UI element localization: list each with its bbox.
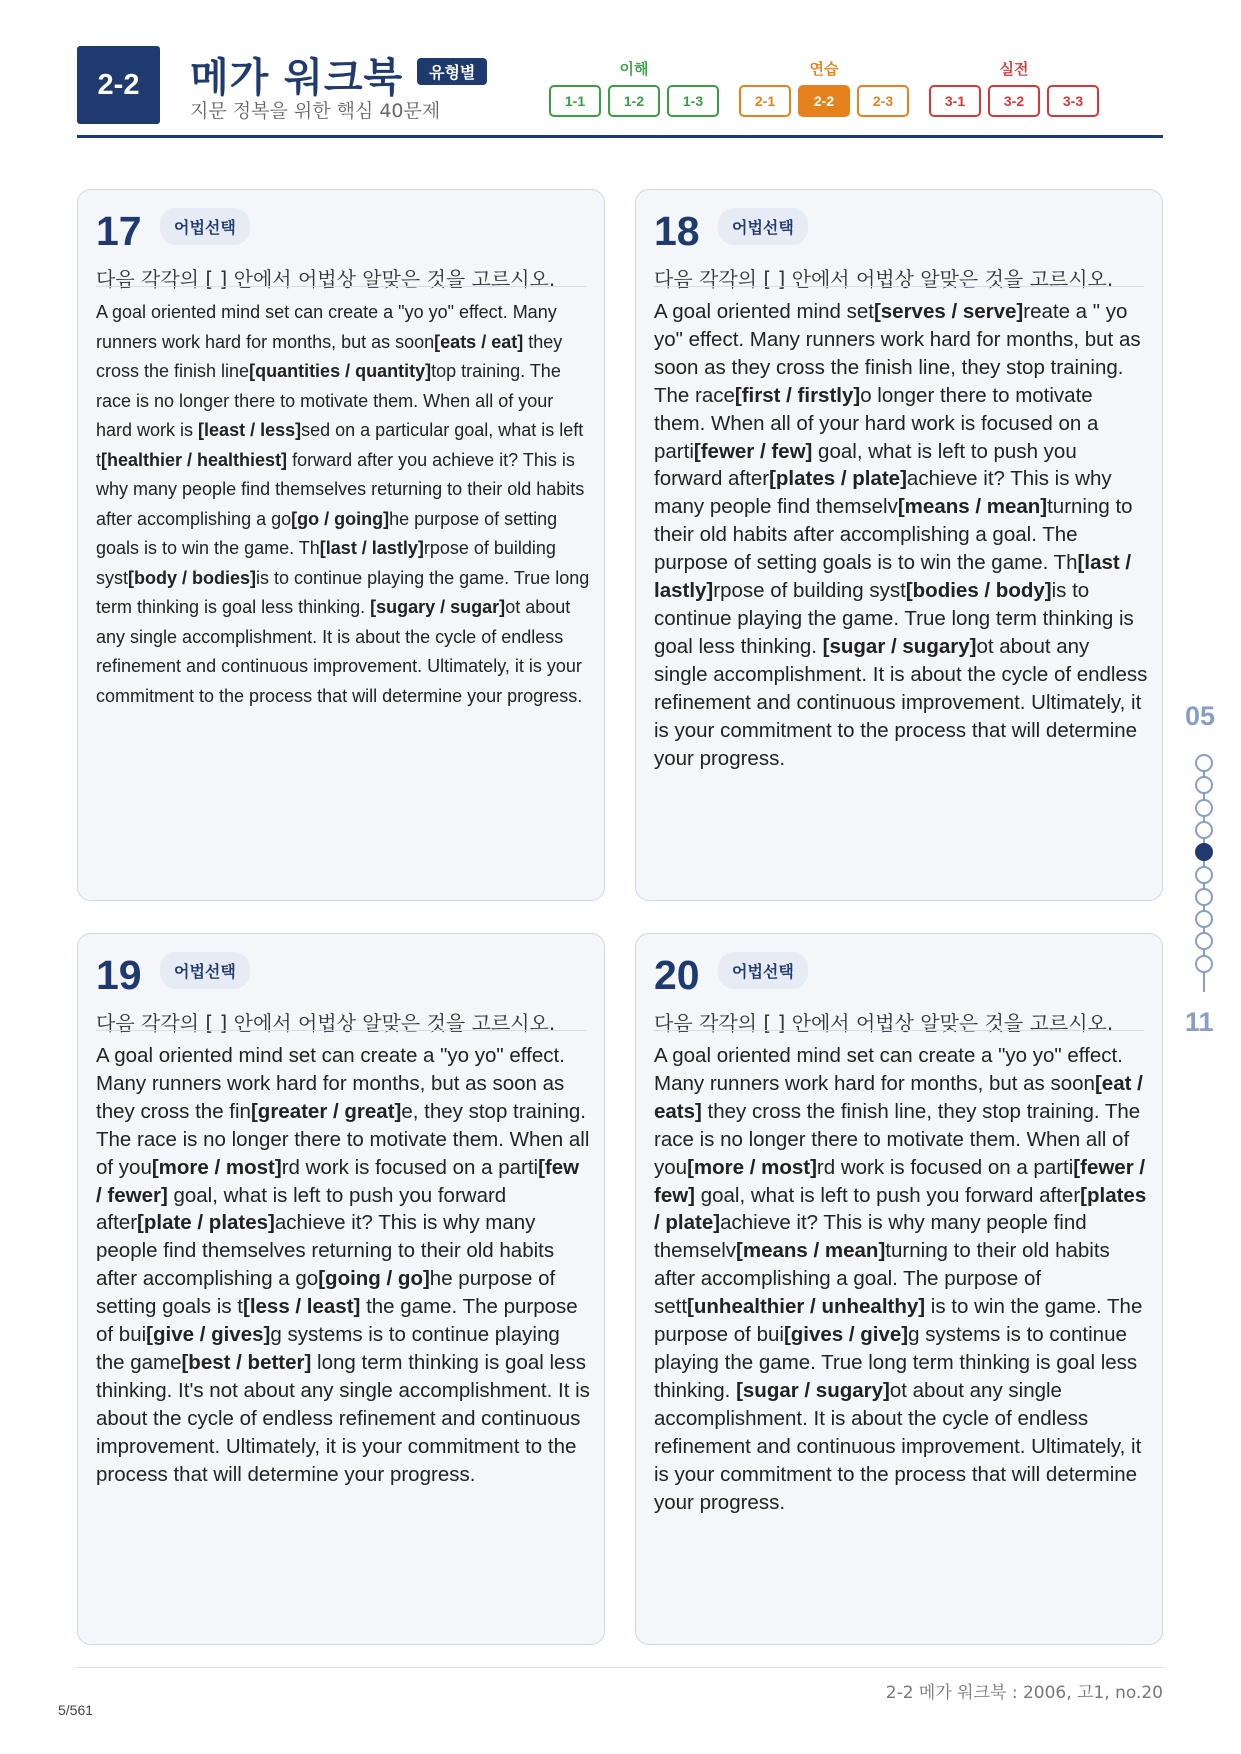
answer-choice[interactable]: [plate / plates]	[137, 1211, 275, 1235]
answer-choice[interactable]: [fewer / few]	[693, 439, 813, 463]
answer-choice[interactable]: [eats / eat]	[434, 331, 524, 352]
footer-source: 2-2 메가 워크북 : 2006, 고1, no.20	[885, 1683, 1163, 1703]
answer-choice[interactable]: [go / going]	[291, 508, 390, 529]
answer-choice[interactable]: [more / most]	[687, 1155, 817, 1179]
answer-choice[interactable]: [more / most]	[151, 1155, 282, 1179]
type-chip: 유형별	[417, 58, 487, 85]
question-passage: A goal oriented mind set can create a "yo yo" effect. Many runners work hard for months, but as soon as they cross the fin[greater / great]e, they stop training. The race is no longer there to motivate them. When all of you[more / most]rd work is focused on a parti[few / fewer] goal, what is left to push you forward after[plate / plates]achieve it? This is why many people find themselves returning to their old habits after accomplishing a go[going / go]he purpose of setting goals is t[less / least] the game. The purpose of bui[give / gives]g systems is to continue playing the game[best / better] long term thinking is goal less thinking. It's not about any single accomplishment. It is about the cycle of endless refinement and continuous improvement. Ultimately, it is your commitment to the process that will determine your progress.	[96, 1044, 590, 1486]
question-number: 20	[654, 952, 700, 998]
answer-choice[interactable]: [least / less]	[198, 420, 302, 440]
card-divider	[654, 286, 1144, 287]
level-button-3-3[interactable]: 3-3	[1047, 85, 1099, 117]
side-nav-dot[interactable]	[1195, 910, 1213, 928]
answer-choice[interactable]: [less / least]	[243, 1295, 361, 1319]
answer-choice[interactable]: [healthier / healthiest]	[101, 449, 288, 470]
side-nav-dot[interactable]	[1195, 866, 1213, 884]
answer-choice[interactable]: [first / firstly]	[734, 383, 861, 407]
answer-choice[interactable]: [serves / serve]	[873, 300, 1024, 323]
answer-choice[interactable]: [fewer / few]	[654, 1155, 1146, 1207]
footer-divider	[77, 1667, 1163, 1668]
question-card-18	[635, 189, 1163, 901]
level-button-1-3[interactable]: 1-3	[667, 85, 719, 117]
workbook-subtitle: 지문 정복을 위한 핵심 40문제	[190, 100, 441, 122]
level-button-2-2[interactable]: 2-2	[798, 85, 850, 117]
side-nav-dot[interactable]	[1195, 776, 1213, 794]
answer-choice[interactable]: [give / gives]	[146, 1323, 271, 1347]
question-card-19	[77, 933, 605, 1645]
page-header	[77, 46, 1163, 138]
unit-badge: 2-2	[77, 46, 160, 124]
question-number: 19	[96, 952, 142, 998]
question-instruction: 다음 각각의 [ ] 안에서 어법상 알맞은 것을 고르시오.	[96, 267, 556, 291]
level-button-1-1[interactable]: 1-1	[549, 85, 601, 117]
question-passage: A goal oriented mind set[serves / serve]reate a " yo yo" effect. Many runners work hard for months, but as soon as they cross the finish line, they stop training. The race[first / firstly]o longer there to motivate them. When all of your hard work is focused on a parti[fewer / few] goal, what is left to push you forward after[plates / plate]achieve it? This is why many people find themselv[means / mean]turning to their old habits after accomplishing a goal. The purpose of setting goals is to win the game. Th[last / lastly]rpose of building syst[bodies / body]is to continue playing the game. True long term thinking is goal less thinking. [sugar / sugary]ot about any single accomplishment. It is about the cycle of endless refinement and continuous improvement. Ultimately, it is your commitment to the process that will determine your progress.	[654, 300, 1148, 770]
card-divider	[96, 286, 586, 287]
answer-choice[interactable]: [means / mean]	[736, 1239, 886, 1263]
level-button-2-3[interactable]: 2-3	[857, 85, 909, 117]
question-type-tag: 어법선택	[718, 952, 808, 989]
question-card-20	[635, 933, 1163, 1645]
side-nav-dot[interactable]	[1195, 799, 1213, 817]
question-instruction: 다음 각각의 [ ] 안에서 어법상 알맞은 것을 고르시오.	[96, 1011, 556, 1035]
question-number: 17	[96, 208, 142, 254]
answer-choice[interactable]: [unhealthier / unhealthy]	[687, 1295, 926, 1319]
question-card-17	[77, 189, 605, 901]
side-nav-dot[interactable]	[1195, 955, 1213, 973]
side-nav-dot[interactable]	[1195, 754, 1213, 772]
question-number: 18	[654, 208, 700, 254]
question-type-tag: 어법선택	[718, 208, 808, 245]
question-instruction: 다음 각각의 [ ] 안에서 어법상 알맞은 것을 고르시오.	[654, 1011, 1114, 1035]
side-nav-start-label: 05	[1185, 701, 1216, 731]
level-button-2-1[interactable]: 2-1	[739, 85, 791, 117]
question-instruction: 다음 각각의 [ ] 안에서 어법상 알맞은 것을 고르시오.	[654, 267, 1114, 291]
side-nav-end-label: 11	[1185, 1007, 1214, 1037]
level-group-understand	[549, 58, 719, 117]
side-nav-dot[interactable]	[1195, 821, 1213, 839]
answer-choice[interactable]: [greater / great]	[250, 1099, 402, 1123]
workbook-title: 메가 워크북	[190, 55, 404, 101]
side-nav-dot[interactable]	[1195, 888, 1213, 906]
answer-choice[interactable]: [sugar / sugary]	[822, 634, 977, 658]
card-divider	[654, 1030, 1144, 1031]
question-type-tag: 어법선택	[160, 952, 250, 989]
answer-choice[interactable]: [bodies / body]	[905, 579, 1052, 603]
answer-choice[interactable]: [means / mean]	[897, 495, 1048, 519]
question-passage: A goal oriented mind set can create a "yo yo" effect. Many runners work hard for months, but as soon[eat / eats] they cross the finish line, they stop training. The race is no longer there to motivate them. When all of you[more / most]rd work is focused on a parti[fewer / few] goal, what is left to push you forward after[plates / plate]achieve it? This is why many people find themselv[means / mean]turning to their old habits after accomplishing a goal. The purpose of sett[unhealthier / unhealthy] is to win the game. The purpose of bui[gives / give]g systems is to continue playing the game. True long term thinking is goal less thinking. [sugar / sugary]ot about any single accomplishment. It is about the cycle of endless refinement and continuous improvement. Ultimately, it is your commitment to the process that will determine your progress.	[654, 1044, 1147, 1514]
level-group-label: 이해	[619, 60, 649, 78]
level-group-real	[929, 58, 1099, 117]
side-nav-dot[interactable]	[1195, 932, 1213, 950]
answer-choice[interactable]: [body / bodies]	[128, 567, 257, 588]
card-divider	[96, 1030, 586, 1031]
side-nav-dot-active[interactable]	[1195, 843, 1213, 861]
level-group-practice	[739, 58, 909, 117]
level-group-label: 실전	[999, 60, 1029, 78]
question-passage: A goal oriented mind set can create a "yo yo" effect. Many runners work hard for months, but as soon[eats / eat] they cross the finish line[quantities / quantity]top training. The race is no longer there to motivate them. When all of your hard work is [least / less]sed on a particular goal, what is left t[healthier / healthiest] forward after you achieve it? This is why many people find themselves returning to their old habits after accomplishing a go[go / going]he purpose of setting goals is to win the game. Th[last / lastly]rpose of building syst[body / bodies]is to continue playing the game. True long term thinking is goal less thinking. [sugary / sugar]ot about any single accomplishment. It is about the cycle of endless refinement and continuous improvement. Ultimately, it is your commitment to the process that will determine your progress.	[96, 302, 590, 706]
answer-choice[interactable]: [last / lastly]	[654, 551, 1132, 603]
answer-choice[interactable]: [eat / eats]	[654, 1071, 1143, 1123]
answer-choice[interactable]: [sugary / sugar]	[370, 597, 506, 617]
answer-choice[interactable]: [plates / plate]	[769, 467, 907, 491]
answer-choice[interactable]: [gives / give]	[783, 1323, 909, 1347]
page-number: 5/561	[58, 1702, 94, 1718]
answer-choice[interactable]: [few / fewer]	[96, 1155, 580, 1207]
answer-choice[interactable]: [sugar / sugary]	[736, 1378, 890, 1402]
level-group-label: 연습	[809, 60, 839, 78]
level-button-3-1[interactable]: 3-1	[929, 85, 981, 117]
answer-choice[interactable]: [plates / plate]	[654, 1183, 1147, 1235]
answer-choice[interactable]: [quantities / quantity]	[249, 361, 432, 381]
question-type-tag: 어법선택	[160, 208, 250, 245]
answer-choice[interactable]: [going / go]	[318, 1267, 430, 1291]
answer-choice[interactable]: [last / lastly]	[319, 538, 424, 558]
level-button-3-2[interactable]: 3-2	[988, 85, 1040, 117]
level-button-1-2[interactable]: 1-2	[608, 85, 660, 117]
answer-choice[interactable]: [best / better]	[181, 1350, 312, 1374]
